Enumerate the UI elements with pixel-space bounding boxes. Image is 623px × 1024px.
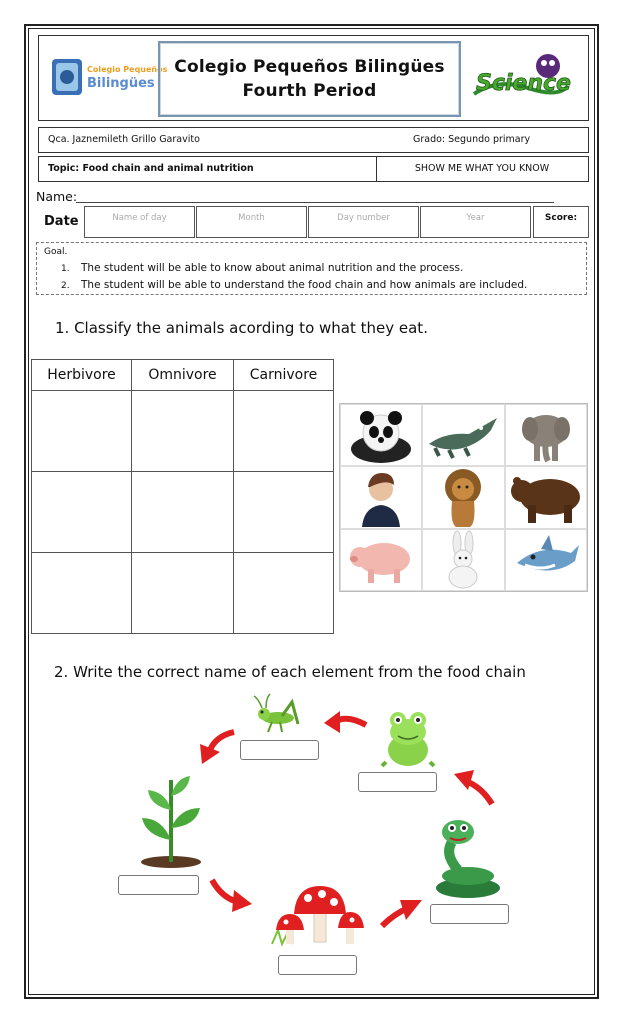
question-2: 2. Write the correct name of each element from the food chain — [54, 663, 526, 681]
crocodile-image — [422, 404, 504, 466]
name-field[interactable] — [76, 202, 554, 203]
label-box-mushrooms[interactable] — [278, 955, 357, 975]
title-box — [158, 41, 461, 117]
grade-text: Grado: Segundo primary — [413, 134, 531, 145]
teacher-row — [38, 127, 589, 153]
topic-row — [38, 156, 589, 182]
arrow-grasshopper-to-plant-icon — [196, 726, 236, 770]
period-title: Fourth Period — [242, 81, 377, 101]
goal-item-text: The student will be able to know about animal nutrition and the process. — [81, 262, 464, 274]
topic-cell — [39, 157, 377, 181]
logo-text-bottom: Bilingües — [87, 76, 155, 91]
topic-label: Topic: Food chain and animal nutrition — [48, 163, 254, 174]
label-box-plant[interactable] — [118, 875, 199, 895]
label-box-frog[interactable] — [358, 772, 437, 792]
date-field-day-number[interactable]: Day number — [308, 206, 419, 238]
table-cell[interactable] — [132, 553, 234, 634]
arrow-frog-to-grasshopper-icon — [322, 709, 368, 743]
goal-item-number: 1. — [61, 264, 70, 274]
name-label: Name: — [36, 189, 78, 204]
school-logo — [50, 55, 168, 101]
table-cell[interactable] — [132, 472, 234, 553]
elephant-image — [505, 404, 587, 466]
grasshopper-image — [252, 694, 302, 734]
label-box-grasshopper[interactable] — [240, 740, 319, 760]
goal-box — [36, 242, 587, 295]
table-cell[interactable] — [234, 553, 334, 634]
rabbit-image — [422, 529, 504, 591]
logo-text-top: Colegio Pequeños — [87, 65, 168, 74]
frog-image — [380, 706, 436, 768]
score-cell[interactable]: Score: — [533, 206, 589, 238]
table-cell[interactable] — [32, 472, 132, 553]
table-cell[interactable] — [32, 553, 132, 634]
lion-image — [422, 466, 504, 528]
panda-image — [340, 404, 422, 466]
date-label: Date — [44, 214, 79, 229]
goal-item-1 — [61, 262, 463, 274]
goal-title: Goal. — [44, 247, 68, 257]
date-field-month[interactable]: Month — [196, 206, 307, 238]
plant-image — [138, 770, 204, 868]
bear-image — [505, 466, 587, 528]
question-1: 1. Classify the animals acording to what they eat. — [55, 319, 428, 337]
snake-image — [430, 814, 504, 900]
mushrooms-image — [270, 884, 370, 946]
pig-image — [340, 529, 422, 591]
science-logo-text: Science — [476, 71, 571, 96]
header-herbivore: Herbivore — [32, 360, 132, 391]
animal-image-grid — [339, 403, 588, 592]
goal-item-number: 2. — [61, 281, 70, 291]
show-me-cell: SHOW ME WHAT YOU KNOW — [414, 163, 550, 174]
header-omnivore: Omnivore — [132, 360, 234, 391]
goal-item-2 — [61, 279, 527, 291]
arrow-mushrooms-to-snake-icon — [378, 894, 424, 934]
date-field-day-name[interactable]: Name of day — [84, 206, 195, 238]
classification-table — [31, 359, 334, 634]
table-cell[interactable] — [32, 391, 132, 472]
shark-image — [505, 529, 587, 591]
table-cell[interactable] — [234, 472, 334, 553]
arrow-plant-to-mushrooms-icon — [208, 876, 254, 916]
arrow-snake-to-frog-icon — [452, 768, 496, 812]
school-name: Colegio Pequeños Bilingües — [174, 57, 445, 77]
table-cell[interactable] — [234, 391, 334, 472]
label-box-snake[interactable] — [430, 904, 509, 924]
date-field-year[interactable]: Year — [420, 206, 531, 238]
science-logo — [468, 48, 574, 110]
table-cell[interactable] — [132, 391, 234, 472]
teacher-name: Qca. Jaznemileth Grillo Garavito — [48, 134, 200, 145]
header-carnivore: Carnivore — [234, 360, 334, 391]
goal-item-text: The student will be able to understand the food chain and how animals are included. — [81, 279, 528, 291]
person-image — [340, 466, 422, 528]
